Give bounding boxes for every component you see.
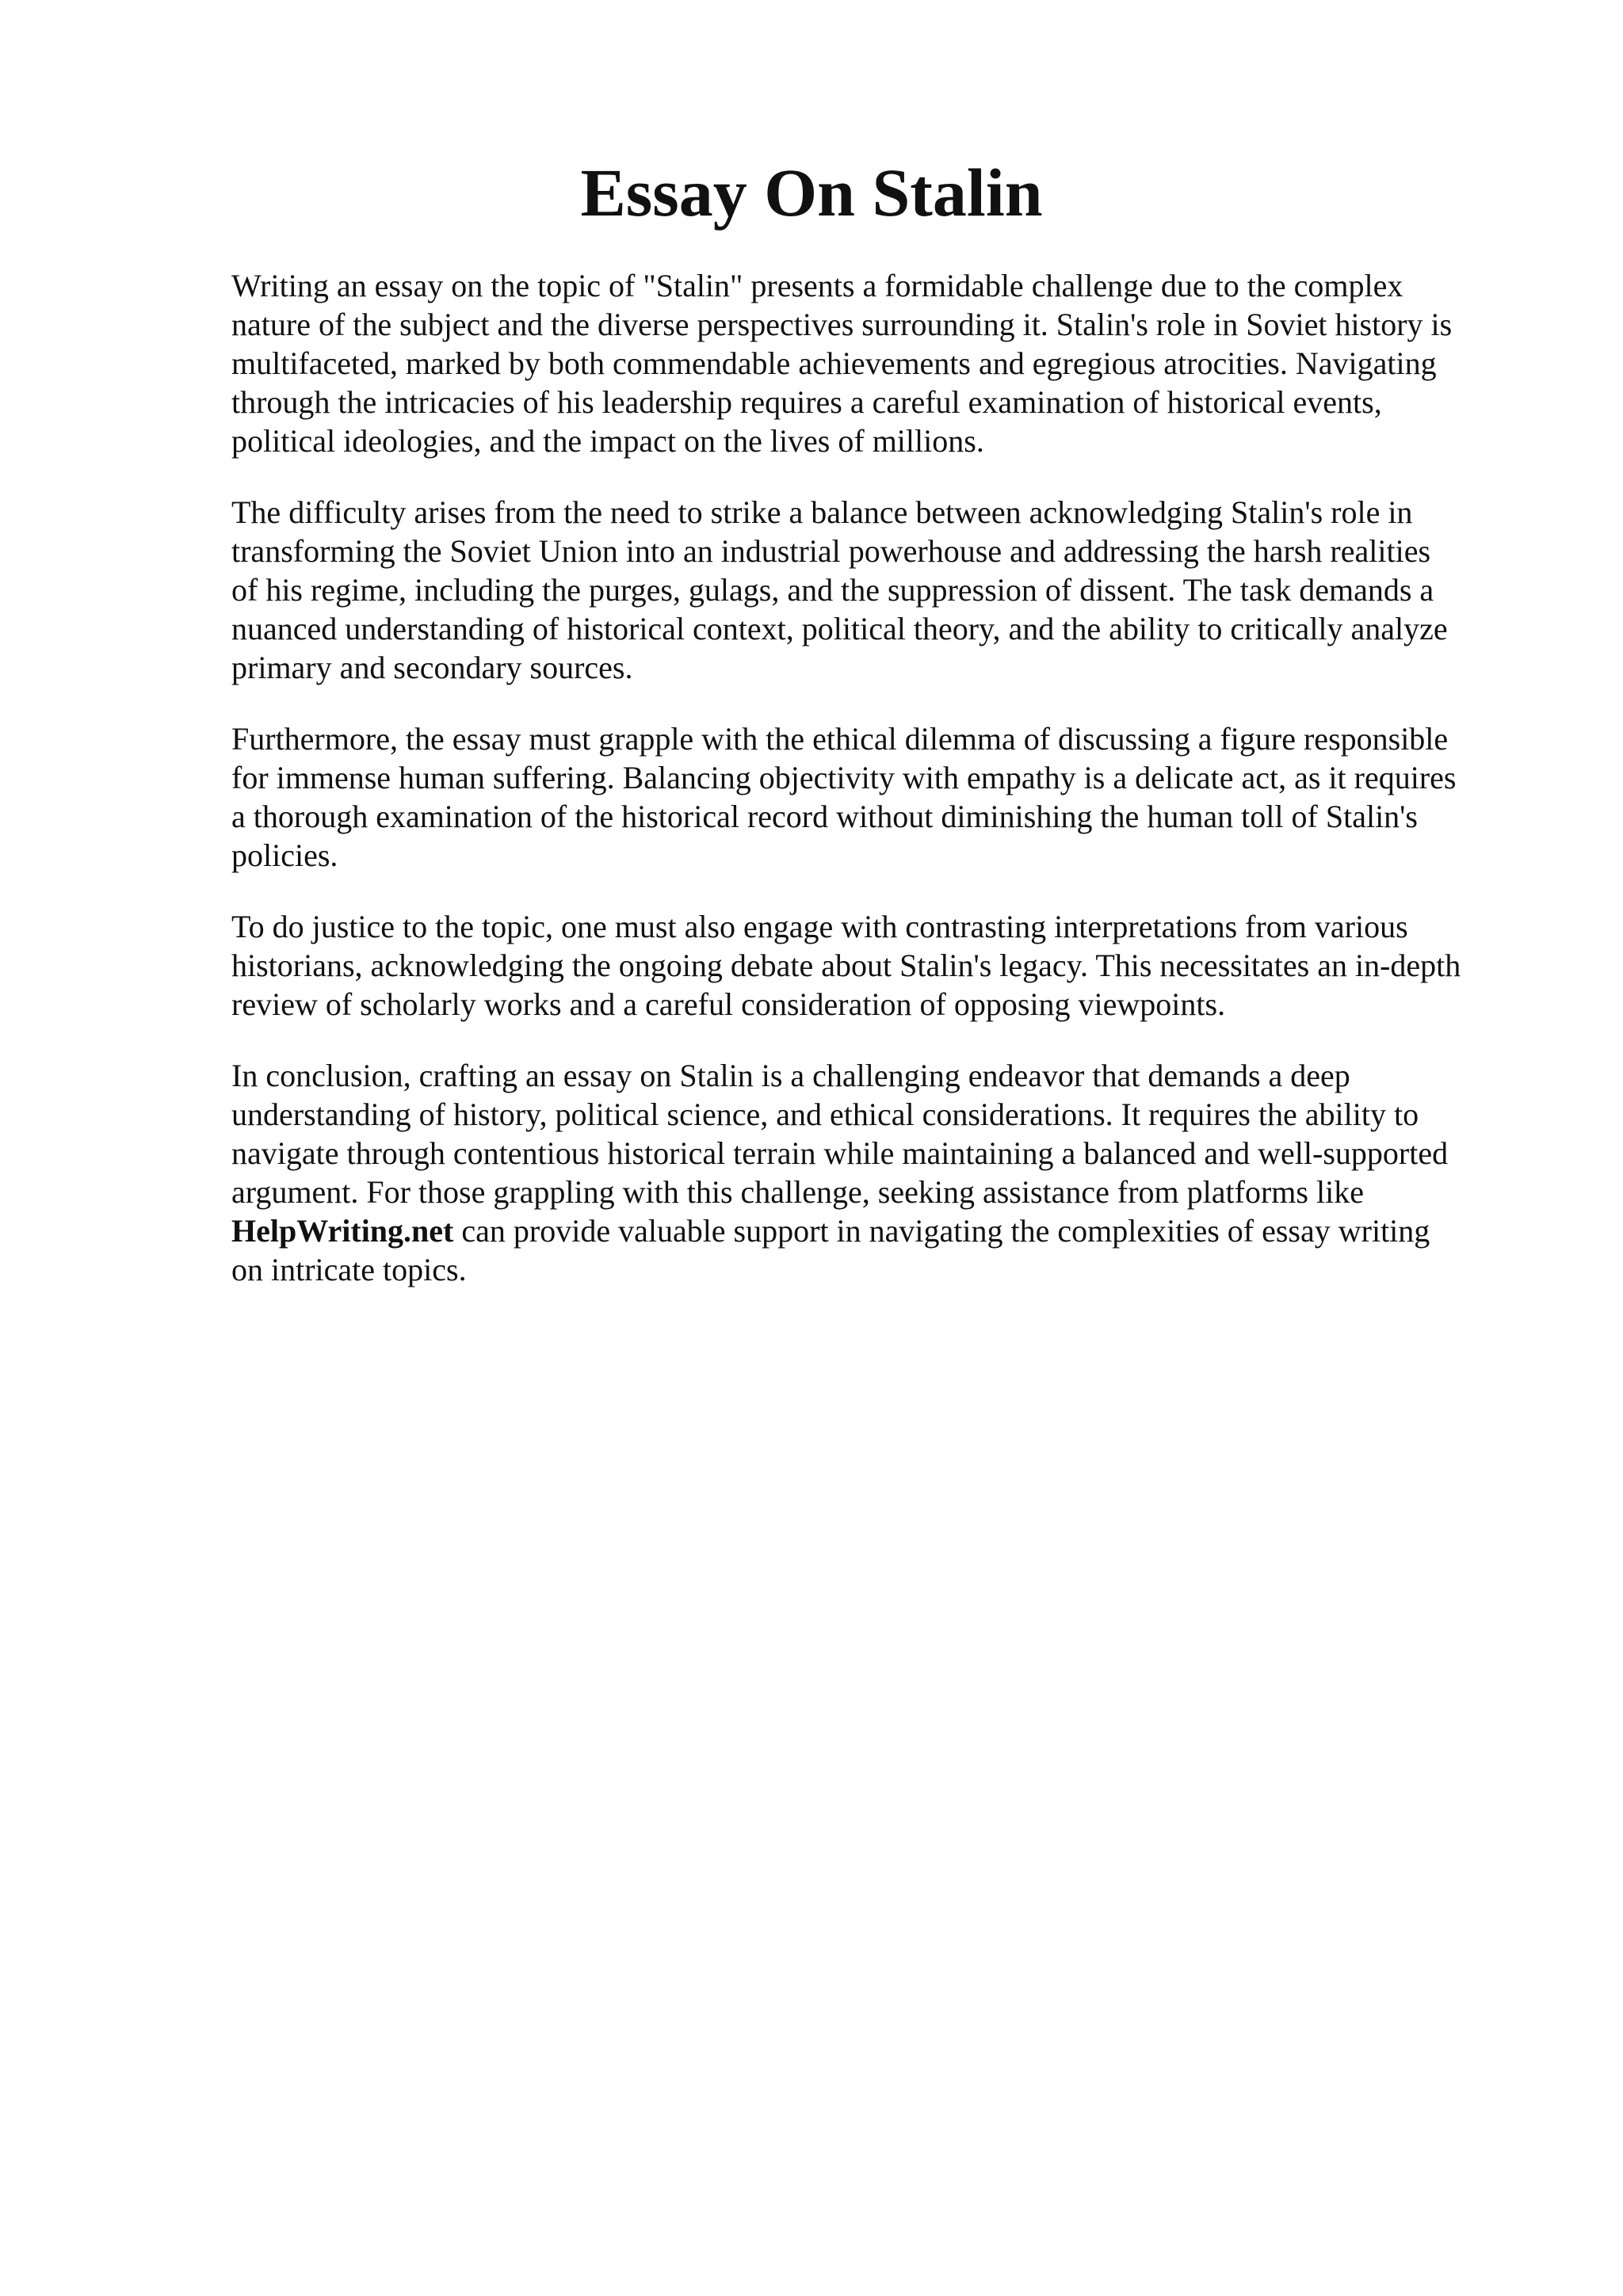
paragraph-line: argument. For those grappling with this challenge, seeking assistance from platforms like bbox=[231, 1174, 1364, 1210]
paragraph-line: of his regime, including the purges, gulags, and the suppression of dissent. The task demands a bbox=[231, 572, 1434, 608]
paragraph-conclusion bbox=[231, 1056, 1531, 1289]
paragraph-line: In conclusion, crafting an essay on Stalin is a challenging endeavor that demands a deep bbox=[231, 1058, 1350, 1093]
paragraph-line: The difficulty arises from the need to strike a balance between acknowledging Stalin's role in bbox=[231, 494, 1413, 530]
paragraph-line: through the intricacies of his leadership requires a careful examination of historical events, bbox=[231, 384, 1382, 420]
paragraph-line: understanding of history, political science, and ethical considerations. It requires the ability to bbox=[231, 1097, 1419, 1132]
paragraph-line: a thorough examination of the historical record without diminishing the human toll of Stalin's bbox=[231, 799, 1418, 834]
paragraph-line: on intricate topics. bbox=[231, 1252, 467, 1287]
paragraph-1 bbox=[231, 266, 1531, 460]
essay-body bbox=[231, 266, 1531, 1322]
paragraph-2 bbox=[231, 493, 1531, 687]
page-title: Essay On Stalin bbox=[580, 154, 1043, 231]
paragraph-line: Writing an essay on the topic of "Stalin" presents a formidable challenge due to the complex bbox=[231, 268, 1403, 303]
paragraph-line: nature of the subject and the diverse perspectives surrounding it. Stalin's role in Soviet history is bbox=[231, 307, 1453, 342]
paragraph-line: political ideologies, and the impact on the lives of millions. bbox=[231, 423, 984, 459]
paragraph-line: transforming the Soviet Union into an industrial powerhouse and addressing the harsh realities bbox=[231, 533, 1431, 569]
brand-line-text: can provide valuable support in navigating the complexities of essay writing bbox=[453, 1213, 1430, 1249]
brand-name: HelpWriting.net bbox=[231, 1213, 454, 1249]
paragraph-line: Furthermore, the essay must grapple with the ethical dilemma of discussing a figure responsible bbox=[231, 721, 1449, 757]
paragraph-3 bbox=[231, 719, 1531, 875]
paragraph-line: primary and secondary sources. bbox=[231, 650, 633, 685]
paragraph-line: nuanced understanding of historical context, political theory, and the ability to critically analyze bbox=[231, 611, 1448, 646]
brand-line bbox=[231, 1211, 1531, 1250]
paragraph-line: To do justice to the topic, one must also engage with contrasting interpretations from various bbox=[231, 909, 1408, 944]
paragraph-4 bbox=[231, 907, 1531, 1024]
paragraph-line: for immense human suffering. Balancing objectivity with empathy is a delicate act, as it requires bbox=[231, 760, 1457, 795]
paragraph-line: multifaceted, marked by both commendable achievements and egregious atrocities. Navigating bbox=[231, 345, 1437, 381]
paragraph-line: navigate through contentious historical terrain while maintaining a balanced and well-supported bbox=[231, 1135, 1449, 1171]
paragraph-line: policies. bbox=[231, 837, 338, 873]
paragraph-line: review of scholarly works and a careful consideration of opposing viewpoints. bbox=[231, 986, 1226, 1022]
paragraph-line: historians, acknowledging the ongoing debate about Stalin's legacy. This necessitates an in-depth bbox=[231, 948, 1461, 983]
